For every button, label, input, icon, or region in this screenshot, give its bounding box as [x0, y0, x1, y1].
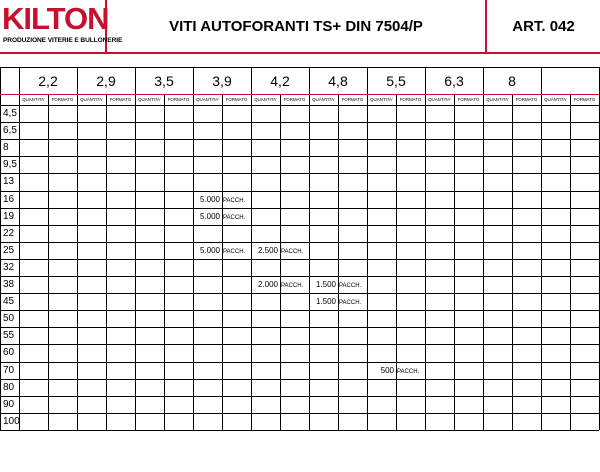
- row-border: [0, 344, 599, 345]
- sheet-title: VITI AUTOFORANTI TS+ DIN 7504/P: [107, 0, 487, 52]
- diameter-header: 4,2: [270, 72, 290, 89]
- format-unit: PACCH.: [281, 248, 304, 255]
- length-label: 60: [3, 347, 15, 359]
- format-subheader: FORMATO: [167, 97, 190, 102]
- quantity-subheader: QUANTITA': [196, 97, 219, 102]
- format-subheader: FORMATO: [457, 97, 480, 102]
- format-unit: PACCH.: [339, 300, 362, 307]
- row-border: [0, 362, 599, 363]
- quantity-cell: 500: [380, 365, 394, 375]
- diameter-header: 2,9: [96, 72, 116, 89]
- row-border: [0, 225, 599, 226]
- format-subheader: FORMATO: [51, 97, 74, 102]
- brand-tagline: PRODUZIONE VITERIE E BULLONERIE: [3, 37, 123, 44]
- row-border: [0, 156, 599, 157]
- diameter-header-border: [0, 94, 599, 95]
- length-label: 32: [3, 261, 15, 273]
- row-border: [0, 430, 599, 431]
- format-unit: PACCH.: [339, 283, 362, 289]
- stock-table: [0, 67, 599, 430]
- row-border: [0, 413, 599, 414]
- quantity-subheader: QUANTITA': [486, 97, 509, 102]
- length-label: 25: [3, 244, 15, 256]
- length-label: 8: [3, 142, 9, 154]
- diameter-header: 4,8: [328, 72, 348, 89]
- quantity-subheader: QUANTITA': [312, 97, 335, 102]
- quantity-cell: 1.500: [315, 280, 336, 289]
- quantity-cell: 2.500: [257, 245, 278, 255]
- row-border: [0, 396, 599, 397]
- diameter-header: 5,5: [386, 72, 406, 89]
- row-border: [0, 379, 599, 380]
- quantity-cell: 5.000: [199, 245, 220, 255]
- length-label: 13: [3, 176, 15, 188]
- sheet-header: [0, 0, 600, 54]
- diameter-header: 3,9: [212, 72, 232, 89]
- length-label: 38: [3, 279, 15, 290]
- article-code: ART. 042: [512, 17, 575, 35]
- length-label: 45: [3, 296, 15, 308]
- quantity-subheader: QUANTITA': [428, 97, 451, 102]
- quantity-subheader: QUANTITA': [254, 97, 277, 102]
- length-label: 55: [3, 330, 15, 342]
- format-subheader: FORMATO: [225, 97, 248, 102]
- diameter-header: 3,5: [154, 72, 174, 89]
- row-border: [0, 122, 599, 123]
- format-subheader: FORMATO: [341, 97, 364, 102]
- format-cell: [397, 362, 419, 381]
- brand-name: KILTON: [2, 1, 109, 36]
- quantity-cell: 5.000: [199, 211, 220, 221]
- format-unit: PACCH.: [281, 283, 304, 289]
- row-border: [0, 173, 599, 174]
- format-unit: PACCH.: [223, 214, 246, 221]
- diameter-header: [541, 67, 599, 94]
- brand-logo: [0, 0, 123, 52]
- quantity-cell: 5.000: [199, 194, 220, 204]
- length-label: 22: [3, 227, 15, 239]
- subheader-border: [0, 105, 599, 106]
- length-label: 70: [3, 364, 15, 376]
- length-label: 80: [3, 381, 15, 393]
- diameter-header: 6,3: [444, 72, 464, 89]
- quantity-subheader: QUANTITA': [544, 97, 567, 102]
- quantity-subheader: QUANTITA': [370, 97, 393, 102]
- length-label: 9,5: [3, 159, 17, 171]
- quantity-cell: 1.500: [315, 297, 336, 307]
- diameter-header: 8: [508, 72, 516, 89]
- quantity-cell: 2.000: [257, 280, 278, 289]
- row-border: [0, 191, 599, 192]
- format-subheader: FORMATO: [283, 97, 306, 102]
- length-label: 6,5: [3, 125, 17, 137]
- format-cell: [223, 208, 245, 227]
- quantity-subheader: QUANTITA': [22, 97, 45, 102]
- format-cell: [223, 242, 245, 261]
- format-unit: PACCH.: [223, 197, 246, 204]
- row-border: [0, 208, 599, 209]
- format-unit: PACCH.: [397, 368, 420, 375]
- quantity-subheader: QUANTITA': [80, 97, 103, 102]
- format-cell: [339, 293, 361, 312]
- length-label: 90: [3, 398, 15, 410]
- format-subheader: FORMATO: [109, 97, 132, 102]
- format-cell: [281, 242, 303, 261]
- length-label: 4,5: [3, 108, 17, 119]
- length-label: 100: [3, 415, 20, 427]
- length-label: 16: [3, 193, 15, 205]
- length-label: 50: [3, 313, 15, 325]
- row-border: [0, 310, 599, 311]
- format-unit: PACCH.: [223, 248, 246, 255]
- diameter-header: 2,2: [38, 72, 58, 89]
- format-cell: [281, 276, 303, 295]
- format-subheader: FORMATO: [573, 97, 596, 102]
- format-subheader: FORMATO: [515, 97, 538, 102]
- row-border: [0, 327, 599, 328]
- format-subheader: FORMATO: [399, 97, 422, 102]
- quantity-subheader: QUANTITA': [138, 97, 161, 102]
- length-label: 19: [3, 210, 15, 222]
- row-border: [0, 139, 599, 140]
